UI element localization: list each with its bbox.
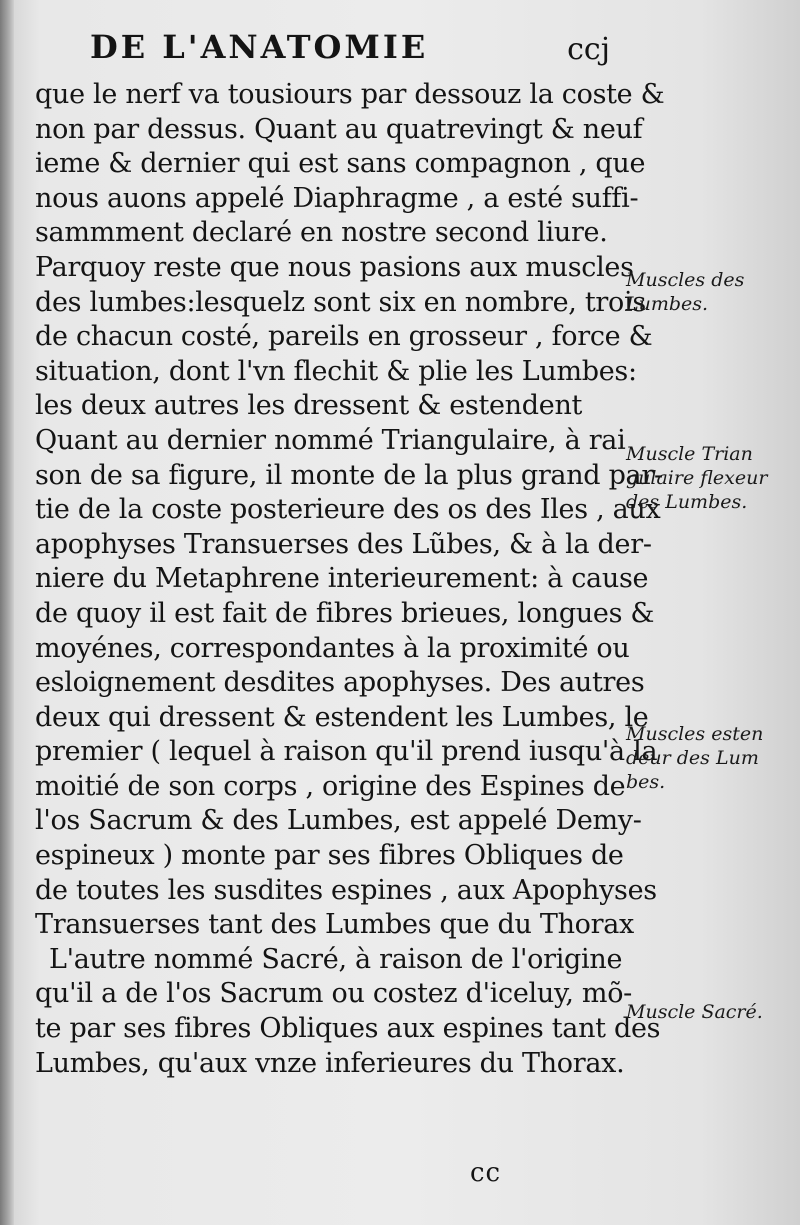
text-line: de chacun costé, pareils en grosseur , force & [35,321,653,353]
margin-note-line: Muscle Trian [626,443,753,465]
margin-note-line: gulaire flexeur [626,467,768,489]
text-line: espineux ) monte par ses fibres Obliques de [35,840,624,872]
text-line: moitié de son corps , origine des Espines de [35,770,626,802]
text-line: Transuerses tant des Lumbes que du Thorax [35,909,634,941]
text-line: de toutes les susdites espines , aux Apophyses [35,874,657,906]
text-line: tie de la coste posterieure des os des Iles , aux [35,494,661,526]
book-spine-shadow [0,0,14,1225]
running-header [90,28,610,78]
margin-note-line: deur des Lum [626,747,759,769]
margin-note-line: Muscles des [626,269,745,291]
text-line: situation, dont l'vn flechit & plie les Lumbes: [35,355,637,387]
text-line: les deux autres les dressent & estendent [35,390,583,422]
text-line: Lumbes, qu'aux vnze inferieures du Thorax. [35,1047,625,1079]
margin-note-muscles-lumbes [626,268,796,316]
text-line: apophyses Transuerses des Lũbes, & à la der- [35,528,652,560]
text-line: Parquoy reste que nous pasions aux muscles [35,251,634,283]
text-line: ieme & dernier qui est sans compagnon , que [35,148,646,180]
margin-note-triangulaire [626,442,796,514]
main-text-block [35,78,665,1081]
text-line: non par dessus. Quant au quatrevingt & neuf [35,113,643,145]
text-line: nous auons appelé Diaphragme , a esté suffi- [35,182,639,214]
text-line: deux qui dressent & estendent les Lumbes, le [35,701,649,733]
text-line: sammment declaré en nostre second liure. [35,217,608,249]
text-line: de quoy il est fait de fibres brieues, longues & [35,597,655,629]
margin-note-estendeur [626,722,796,794]
running-title: DE L'ANATOMIE [90,28,429,66]
margin-note-line: Muscle Sacré. [626,1001,763,1023]
text-line: l'os Sacrum & des Lumbes, est appelé Demy- [35,805,642,837]
margin-note-sacre [626,1000,796,1024]
text-line: qu'il a de l'os Sacrum ou costez d'iceluy, mõ- [35,978,632,1010]
text-line: son de sa figure, il monte de la plus grand par- [35,459,663,491]
margin-note-line: Muscles esten [626,723,764,745]
signature-mark: cc [470,1158,502,1188]
margin-note-line: Lumbes. [626,293,709,315]
text-line: premier ( lequel à raison qu'il prend iusqu'à la [35,736,658,768]
text-line: que le nerf va tousiours par dessouz la coste & [35,79,665,110]
text-line: niere du Metaphrene interieurement: à cause [35,563,649,595]
text-line: Quant au dernier nommé Triangulaire, à rai [35,424,626,456]
text-line: moyénes, correspondantes à la proximité ou [35,632,630,664]
folio-number: ccj [567,32,610,67]
text-line: L'autre nommé Sacré, à raison de l'origine [49,943,623,975]
text-line: des lumbes:lesquelz sont six en nombre, trois [35,286,646,318]
text-line: esloignement desdites apophyses. Des autres [35,667,645,699]
margin-note-line: des Lumbes. [626,491,748,513]
text-line: te par ses fibres Obliques aux espines tant des [35,1013,661,1045]
margin-note-line: bes. [626,771,666,793]
